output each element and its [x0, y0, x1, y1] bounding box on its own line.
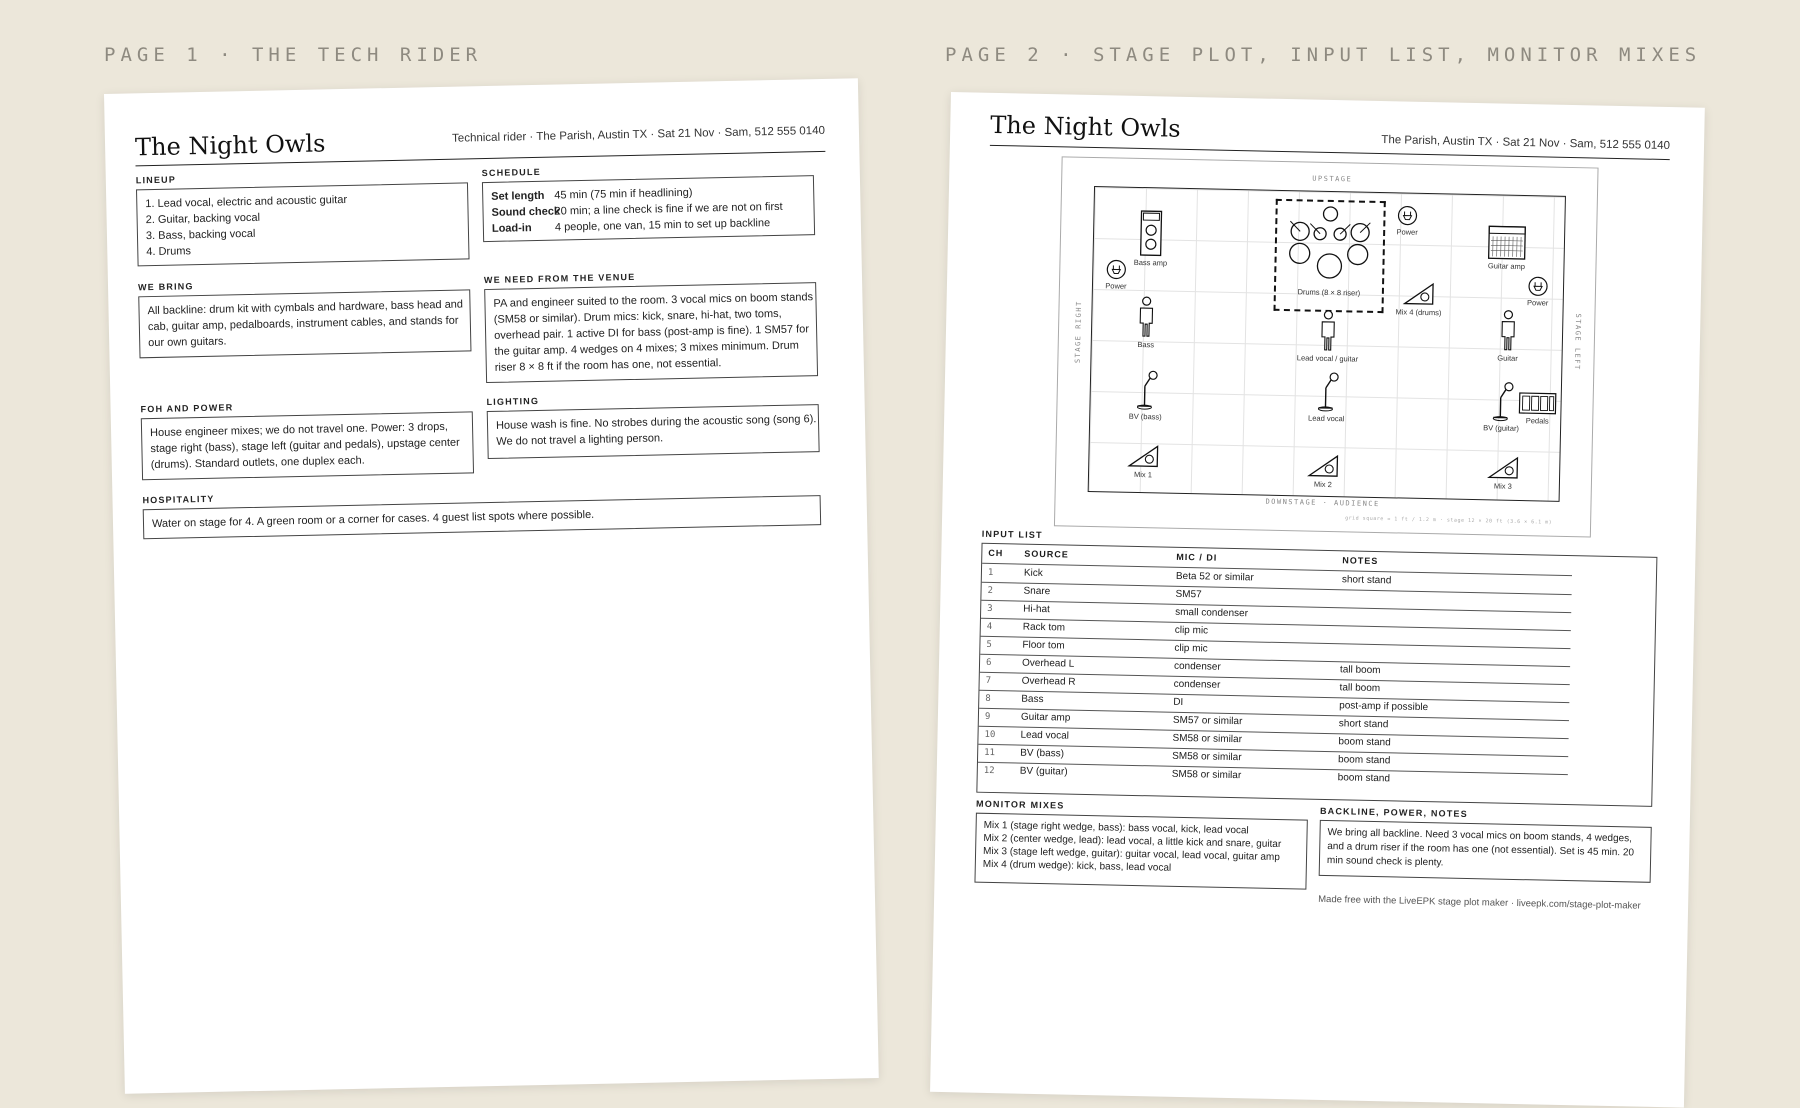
speaker-cab-icon: [1140, 210, 1163, 256]
we-bring-line: All backline: drum kit with cymbals and hardware, bass head and: [147, 298, 464, 318]
we-need-line: PA and engineer suited to the room. 3 vocal mics on boom stands: [493, 291, 814, 310]
lineup-item: 2. Guitar, backing vocal: [145, 211, 261, 227]
hospitality-text: Water on stage for 4. A green room or a corner for cases. 4 guest list spots where possible.: [151, 508, 595, 531]
power-drop-upstage: [1390, 205, 1425, 237]
upstage-label: UPSTAGE: [1312, 174, 1353, 184]
tech-rider-page: [104, 78, 879, 1094]
stage-left-label: STAGE LEFT: [1572, 313, 1583, 371]
lighting-line: House wash is fine. No strobes during the acoustic song (song 6).: [495, 413, 817, 432]
lineup-item: 4. Drums: [146, 245, 192, 259]
table-row: 4 Rack tom clip mic: [981, 618, 1571, 649]
we-need-line: riser 8 × 8 ft if the room has one, not essential.: [494, 357, 722, 374]
lead-vocal-player: [1281, 309, 1374, 364]
we-bring-heading: WE BRING: [137, 281, 194, 293]
table-row: 6 Overhead L condenser tall boom: [980, 654, 1570, 685]
wedge-monitor-icon: [1307, 454, 1339, 479]
input-list-heading: INPUT LIST: [981, 528, 1043, 541]
column-header: NOTES: [1342, 555, 1379, 567]
lineup-item: 1. Lead vocal, electric and acoustic guitar: [145, 193, 348, 211]
mic-bv-bass: [1120, 370, 1171, 422]
wedge-mix-2: [1303, 453, 1344, 489]
power-caption: Power: [1526, 298, 1549, 308]
table-row: 9 Guitar amp SM57 or similar short stand: [979, 708, 1569, 739]
mic-lead-vocal: [1296, 371, 1357, 423]
mic-stand-icon: [1132, 370, 1159, 411]
wedge-mix-4: [1388, 281, 1449, 317]
backline-line: min sound check is plenty.: [1326, 855, 1444, 869]
lead-mic-caption: Lead vocal: [1308, 413, 1345, 424]
schedule-box: [482, 175, 815, 242]
downstage-label: DOWNSTAGE · AUDIENCE: [1265, 497, 1380, 509]
lighting-line: We do not travel a lighting person.: [496, 432, 664, 448]
power-drop-stage-right: [1099, 259, 1134, 291]
power-caption: Power: [1396, 227, 1418, 237]
bass-amp-caption: Bass amp: [1133, 257, 1168, 268]
foh-line: House engineer mixes; we do not travel one. Power: 3 drops,: [149, 420, 448, 440]
monitor-mix-line: Mix 4 (drum wedge): kick, bass, lead vocal: [982, 858, 1172, 874]
backline-heading: BACKLINE, POWER, NOTES: [1319, 805, 1469, 819]
power-drop-stage-left: [1521, 276, 1556, 308]
we-need-line: overhead pair. 1 active DI for bass (post-amp is fine). 1 SM57 for: [494, 323, 810, 342]
stage-right-label: STAGE RIGHT: [1073, 300, 1084, 364]
stage-plot: [1054, 156, 1599, 537]
foh-line: (drums). Standard outlets, one duplex each.: [150, 454, 365, 472]
lighting-box: [487, 404, 820, 459]
hospitality-heading: HOSPITALITY: [142, 493, 215, 506]
table-row: 12 BV (guitar) SM58 or similar boom stand: [983, 765, 1391, 785]
column-header: SOURCE: [1024, 548, 1069, 560]
lighting-heading: LIGHTING: [486, 395, 540, 408]
column-header: CH: [988, 547, 1004, 559]
guitar-amp-caption: Guitar amp: [1487, 261, 1526, 272]
bv-bass-caption: BV (bass): [1128, 411, 1162, 422]
wedge-monitor-icon: [1487, 455, 1519, 480]
we-bring-box: [138, 289, 471, 358]
lineup-heading: LINEUP: [135, 174, 177, 186]
schedule-row: Load-in 4 people, one van, 15 min to set up backline: [491, 217, 771, 235]
bv-guitar-caption: BV (guitar): [1483, 423, 1520, 433]
lineup-item: 3. Bass, backing vocal: [145, 227, 256, 243]
monitor-mix-line: Mix 1 (stage right wedge, bass): bass vocal, kick, lead vocal: [983, 819, 1249, 837]
power-caption: Power: [1105, 281, 1127, 291]
pedalboard: [1516, 392, 1559, 426]
stage-plot-page: [930, 92, 1705, 1108]
table-row: 5 Floor tom clip mic: [980, 636, 1570, 667]
monitor-mix-line: Mix 3 (stage left wedge, guitar): guitar vocal, lead vocal, guitar amp: [982, 845, 1280, 864]
schedule-row: Set length 45 min (75 min if headlining): [491, 186, 693, 203]
schedule-heading: SCHEDULE: [481, 166, 541, 179]
we-bring-line: cab, guitar amp, pedalboards, instrument cables, and stands for: [147, 314, 459, 334]
band-name: The Night Owls: [990, 110, 1181, 143]
lead-caption: Lead vocal / guitar: [1296, 353, 1359, 364]
mix2-caption: Mix 2: [1313, 479, 1332, 490]
footer-credit: Made free with the LiveEPK stage plot maker · liveepk.com/stage-plot-maker: [1318, 893, 1641, 912]
page-1-label: PAGE 1 · THE TECH RIDER: [104, 44, 483, 66]
pedals-caption: Pedals: [1525, 416, 1549, 426]
table-row: 1 Kick Beta 52 or similar short stand: [982, 564, 1572, 595]
page-2-label: PAGE 2 · STAGE PLOT, INPUT LIST, MONITOR MIXES: [945, 44, 1702, 66]
schedule-row: Sound check 20 min; a line check is fine if we are not on first: [491, 200, 783, 219]
mix3-caption: Mix 3: [1493, 481, 1512, 491]
bass-caption: Bass: [1137, 339, 1155, 350]
drum-kit: [1279, 203, 1381, 298]
hospitality-box: [143, 495, 821, 539]
wedge-mix-1: [1123, 444, 1164, 480]
table-row: 10 Lead vocal SM58 or similar boom stand: [978, 726, 1568, 757]
lineup-box: [136, 182, 470, 266]
we-need-box: [484, 282, 818, 383]
monitor-mixes-heading: MONITOR MIXES: [975, 798, 1065, 811]
stage-area: [1088, 186, 1566, 502]
power-outlet-icon: [1106, 259, 1126, 279]
monitor-mix-line: Mix 2 (center wedge, lead): lead vocal, a little kick and snare, guitar: [983, 832, 1282, 851]
wedge-monitor-icon: [1403, 282, 1435, 307]
drum-kit-icon: [1285, 203, 1375, 287]
we-need-line: the guitar amp. 4 wedges on 4 mixes; 3 mixes minimum. Drum: [494, 339, 799, 358]
table-row: 2 Snare SM57: [981, 582, 1571, 613]
drums-caption: Drums (8 × 8 riser): [1297, 287, 1361, 298]
mix1-caption: Mix 1: [1133, 469, 1153, 480]
table-row: 3 Hi-hat small condenser: [981, 600, 1571, 631]
we-need-heading: WE NEED FROM THE VENUE: [483, 271, 636, 286]
bass-player: [1126, 296, 1167, 350]
backline-line: We bring all backline. Need 3 vocal mics on boom stands, 4 wedges,: [1327, 827, 1633, 845]
pedalboard-icon: [1518, 392, 1556, 415]
person-icon: [1318, 310, 1339, 352]
power-outlet-icon: [1528, 276, 1548, 296]
mic-stand-icon: [1313, 372, 1340, 413]
backline-line: and a drum riser if the room has one (not essential). Set is 45 min. 20: [1327, 841, 1635, 859]
mix4-caption: Mix 4 (drums): [1395, 307, 1442, 318]
person-icon: [1136, 296, 1157, 338]
wedge-monitor-icon: [1127, 444, 1159, 469]
monitor-mixes-box: [974, 813, 1307, 890]
guitar-caption: Guitar: [1497, 353, 1518, 363]
guitar-amp-icon: [1488, 225, 1527, 260]
we-bring-line: our own guitars.: [148, 335, 227, 350]
table-row: 11 BV (bass) SM58 or similar boom stand: [978, 744, 1568, 775]
grid-note: grid square = 1 ft / 1.2 m · stage 12 × 20 ft (3.6 × 6.1 m): [1345, 515, 1553, 526]
table-row: 7 Overhead R condenser tall boom: [979, 672, 1569, 703]
guitar-amp: [1481, 225, 1532, 271]
foh-heading: FOH AND POWER: [140, 402, 234, 415]
mic-stand-icon: [1488, 381, 1515, 422]
foh-line: stage right (bass), stage left (guitar and pedals), upstage center: [150, 436, 460, 456]
backline-box: [1319, 820, 1652, 883]
wedge-mix-3: [1483, 455, 1524, 491]
rider-subtitle: Technical rider · The Parish, Austin TX · Sat 21 Nov · Sam, 512 555 0140: [451, 124, 826, 145]
band-name: The Night Owls: [134, 129, 326, 162]
guitar-player: [1487, 309, 1528, 363]
foh-box: [141, 411, 474, 480]
column-header: MIC / DI: [1176, 551, 1218, 563]
power-outlet-icon: [1397, 205, 1417, 225]
input-list-table: [976, 543, 1657, 807]
we-need-line: (SM58 or similar). Drum mics: kick, snare, hi-hat, two toms,: [493, 307, 782, 326]
page2-subtitle: The Parish, Austin TX · Sat 21 Nov · Sam, 512 555 0140: [1381, 134, 1671, 153]
table-row: 8 Bass DI post-amp if possible: [979, 690, 1569, 721]
person-icon: [1498, 310, 1519, 352]
